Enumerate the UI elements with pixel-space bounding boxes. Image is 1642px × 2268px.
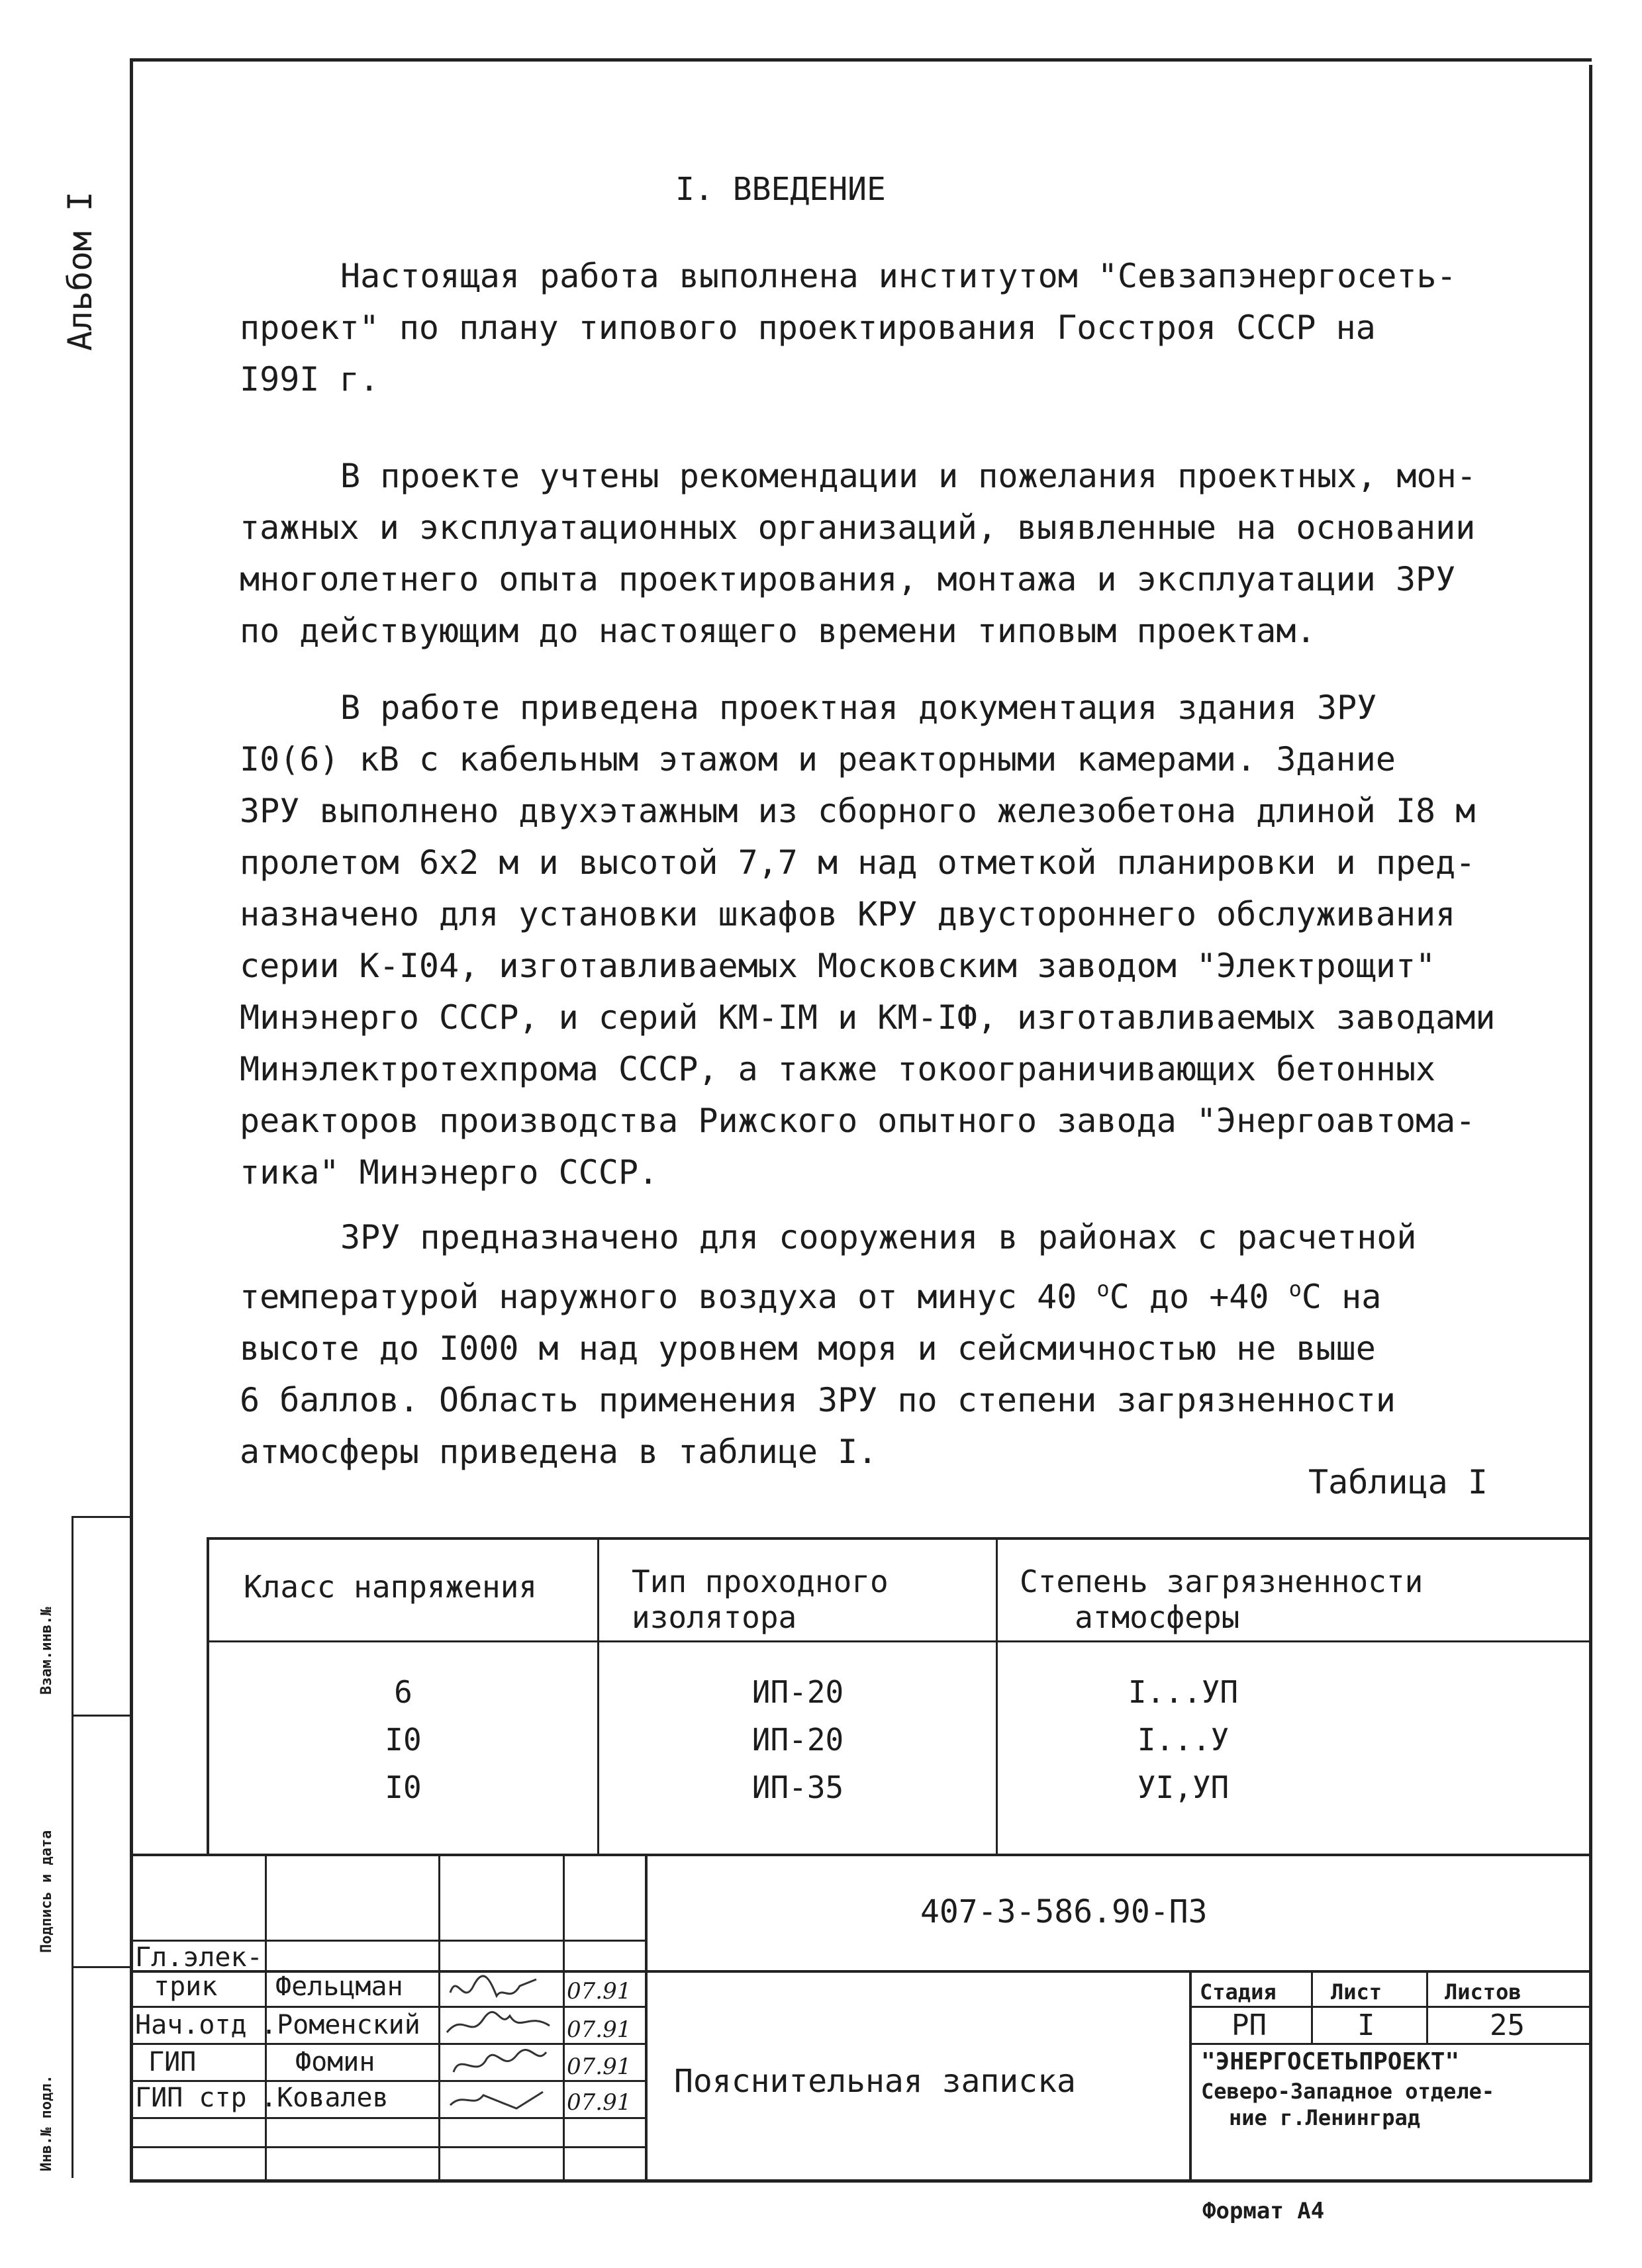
paragraph-intro [240, 250, 1557, 405]
text-line: атмосферы приведена в таблице I. [240, 1433, 878, 1471]
stamp-sheet-value: I [1357, 2008, 1375, 2042]
paragraph-documentation [240, 682, 1557, 1198]
frame-border-right [1589, 65, 1592, 2182]
stamp-label-sheets: Листов [1445, 1979, 1521, 2005]
stamp-name: .Роменский [261, 2010, 420, 2040]
stamp-sheets-value: 25 [1490, 2008, 1525, 2042]
text-line: Настоящая работа выполнена институтом "Севзапэнергосеть- [340, 257, 1457, 295]
text-line: пролетом 6х2 м и высотой 7,7 м над отметкой планировки и пред- [240, 843, 1476, 882]
album-label: Альбом I [61, 191, 99, 351]
side-label-inv-no: Инв.№ подл. [38, 2075, 55, 2171]
text-line: проект" по плану типового проектирования Госстроя СССР на [240, 308, 1376, 347]
stamp-name: .Ковалев [261, 2083, 389, 2113]
text-line: тика" Минэнерго СССР. [240, 1153, 659, 1192]
stamp-line [645, 1854, 648, 2179]
text-line: тажных и эксплуатационных организаций, выявленные на основании [240, 508, 1476, 547]
stamp-role: ГИП [148, 2047, 197, 2077]
stamp-date: 07.91 [567, 2054, 632, 2080]
table-line [207, 1537, 1589, 1540]
text-line: Минэлектротехпрома СССР, а также токоограничивающих бетонных [240, 1050, 1436, 1088]
table-header-voltage: Класс напряжения [244, 1569, 538, 1605]
organization-subtitle: ние г.Ленинград [1229, 2105, 1420, 2130]
text-line: I99I г. [240, 360, 379, 399]
table-caption: Таблица I [1308, 1463, 1488, 1501]
stamp-name: Фельцман [275, 1971, 403, 2002]
table-cell: ИП-35 [751, 1770, 844, 1805]
text-line: высоте до I000 м над уровнем моря и сейсмичностью не выше [240, 1329, 1376, 1368]
text-line: многолетнего опыта проектирования, монтажа и эксплуатации ЗРУ [240, 560, 1456, 598]
stamp-role: Нач.отд [135, 2010, 247, 2040]
text-line: ЗРУ предназначено для сооружения в районах с расчетной [340, 1218, 1417, 1256]
degree-sign: о [1288, 1276, 1302, 1301]
stamp-label-stage: Стадия [1200, 1979, 1277, 2005]
organization-name: "ЭНЕРГОСЕТЬПРОЕКТ" [1201, 2048, 1460, 2075]
frame-border-left [130, 60, 133, 2182]
stamp-line [130, 2146, 646, 2148]
side-strip-line [72, 1516, 73, 2178]
table-column-pollution [998, 1668, 1369, 1811]
stamp-date: 07.91 [567, 1978, 632, 2005]
text-fragment: температурой наружного воздуха от минус 40 [240, 1278, 1097, 1316]
side-strip-divider [72, 1966, 131, 1968]
table-column-insulator [599, 1668, 996, 1811]
stamp-date: 07.91 [567, 2089, 632, 2116]
text-line: В проекте учтены рекомендации и пожелания проектных, мон- [340, 457, 1476, 495]
text-line-temperature [240, 1263, 1557, 1323]
degree-sign: о [1096, 1276, 1110, 1301]
table-cell: I0 [385, 1770, 422, 1805]
text-line: по действующим до настоящего времени типовым проектам. [240, 612, 1316, 650]
table-line [207, 1640, 1589, 1642]
stamp-line [1311, 1970, 1313, 2043]
side-strip-divider [72, 1715, 131, 1717]
stamp-stage-value: РП [1232, 2008, 1267, 2042]
table-cell: I0 [385, 1722, 422, 1758]
stamp-name: Фомин [295, 2047, 375, 2077]
text-line: 6 баллов. Область применения ЗРУ по степени загрязненности [240, 1381, 1396, 1419]
handwritten-signatures [437, 1966, 569, 2118]
section-heading: I. ВВЕДЕНИЕ [675, 171, 886, 208]
stamp-role: ГИП стр [135, 2083, 247, 2113]
stamp-line [1426, 1970, 1428, 2043]
paper-format: Формат А4 [1202, 2198, 1325, 2224]
text-line: В работе приведена проектная документация здания ЗРУ [340, 688, 1377, 727]
organization-subtitle: Северо-Западное отделе- [1201, 2079, 1495, 2104]
stamp-line [1189, 2006, 1592, 2008]
table-cell: УI,УП [1137, 1770, 1230, 1805]
text-line: I0(6) кВ с кабельным этажом и реакторными камерами. Здание [240, 740, 1396, 779]
stamp-line [130, 1940, 646, 1942]
table-column-voltage [209, 1668, 597, 1811]
stamp-line [1189, 2043, 1592, 2045]
stamp-label-sheet: Лист [1331, 1979, 1382, 2005]
stamp-date: 07.91 [567, 2016, 632, 2043]
text-line: серии К-I04, изготавливаемых Московским заводом "Электрощит" [240, 947, 1436, 985]
table-header-insulator: Тип проходного изолятора [632, 1564, 889, 1635]
frame-border-bottom [130, 2179, 1592, 2183]
stamp-role: Гл.элек- [135, 1942, 263, 1973]
text-line: реакторов производства Рижского опытного завода "Энергоавтома- [240, 1102, 1476, 1140]
table-cell: I...УП [1128, 1674, 1239, 1710]
text-fragment: С на [1301, 1278, 1382, 1316]
text-fragment: С до +40 [1109, 1278, 1289, 1316]
stamp-line [1189, 1970, 1192, 2179]
table-cell: 6 [394, 1674, 412, 1710]
frame-border-top [130, 58, 1592, 62]
text-line: назначено для установки шкафов КРУ двустороннего обслуживания [240, 895, 1456, 933]
stamp-line [130, 1854, 1592, 1856]
document-code: 407-3-586.90-ПЗ [920, 1893, 1208, 1930]
table-cell: ИП-20 [751, 1722, 844, 1758]
table-header-pollution: Степень загрязненности атмосферы [1020, 1564, 1424, 1635]
document-title: Пояснительная записка [674, 2063, 1076, 2100]
side-label-replaced-inv: Взам.инв.№ [38, 1607, 55, 1695]
stamp-role: трик [154, 1971, 218, 2002]
side-label-signature-date: Подпись и дата [38, 1830, 55, 1953]
table-cell: I...У [1137, 1722, 1230, 1758]
text-line: ЗРУ выполнено двухэтажным из сборного железобетона длиной I8 м [240, 792, 1476, 830]
paragraph-application [240, 1211, 1557, 1478]
table-cell: ИП-20 [751, 1674, 844, 1710]
text-line: Минэнерго СССР, и серий КМ-IМ и КМ-IФ, изготавливаемых заводами [240, 998, 1496, 1037]
side-strip-divider [72, 1516, 131, 1518]
paragraph-recommendations [240, 450, 1557, 657]
